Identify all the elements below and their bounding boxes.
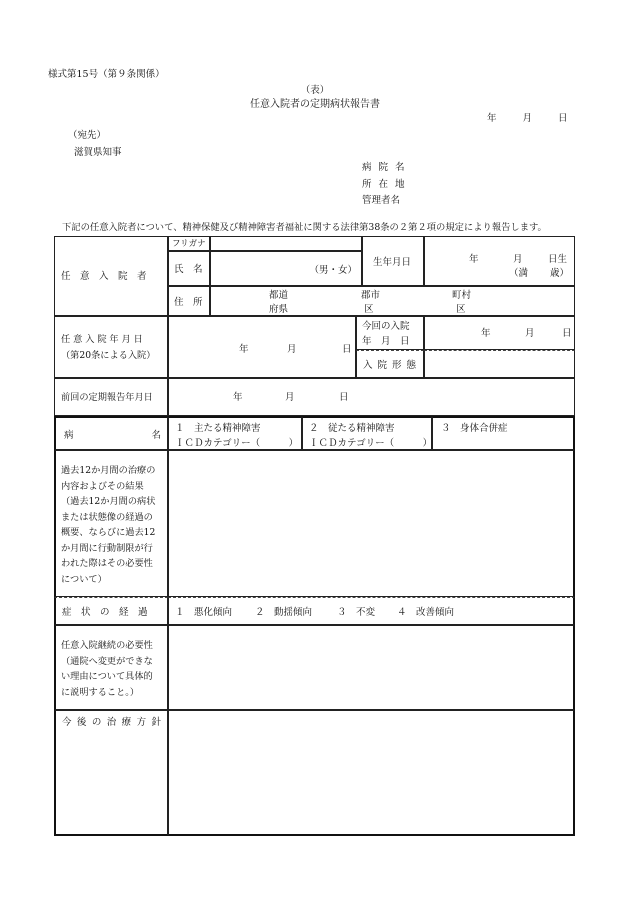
- disease-label-1: 病: [64, 430, 74, 441]
- progress-label-cell: [54, 597, 168, 625]
- address-input[interactable]: [210, 286, 575, 316]
- prev-report-label-cell: [54, 378, 168, 416]
- treatment-label-line-5: 概要、ならびに過去12: [61, 527, 156, 538]
- future-label-cell: [54, 710, 168, 836]
- future-label: 今 後 の 治 療 方 針: [62, 717, 163, 728]
- this-year: 年: [481, 328, 491, 339]
- pref-1: 都道: [269, 290, 289, 301]
- main-disorder-input[interactable]: [168, 416, 302, 450]
- age-open: （満: [509, 268, 529, 279]
- name-input[interactable]: [210, 251, 362, 286]
- treatment-label-line-7: われた際はその必要性: [61, 558, 153, 569]
- birth-label: 生年月日: [373, 257, 412, 268]
- admission-form-input[interactable]: [424, 350, 575, 378]
- document-title: 任意入院者の定期病状報告書: [250, 99, 380, 110]
- name-label-cell: [168, 251, 210, 286]
- treatment-label-line-1: 過去12か月間の治療の: [61, 465, 156, 476]
- progress-option-2[interactable]: ２ 動揺傾向: [255, 607, 313, 618]
- admission-form-label: 入 院 形 態: [363, 360, 418, 371]
- disease-label-cell: [54, 416, 168, 450]
- furigana-label: フリガナ: [172, 239, 206, 249]
- pref-2: 府県: [269, 304, 289, 315]
- treatment-label-line-6: か月間に行動制限が行: [61, 542, 153, 554]
- birth-month: 月: [513, 254, 523, 265]
- this-admission-input[interactable]: [424, 316, 575, 350]
- adm-year: 年: [239, 344, 249, 355]
- progress-options[interactable]: [168, 597, 575, 625]
- form-side: （表）: [300, 85, 330, 96]
- physical-label: ３ 身体合併症: [441, 423, 508, 434]
- main-icd-label: ＩＣＤカテゴリー（ ）: [175, 438, 299, 449]
- birth-year: 年: [469, 254, 479, 265]
- addressee: 滋賀県知事: [74, 147, 122, 158]
- necessity-label-line-3: い理由について具体的: [61, 671, 153, 682]
- progress-label: 症 状 の 経 過: [62, 607, 148, 618]
- intro-text: 下記の任意入院者について、精神保健及び精神障害者福祉に関する法律第38条の２第２項の規定により報告します。: [62, 222, 547, 233]
- furigana-label-cell: [168, 236, 210, 251]
- prev-report-input[interactable]: [168, 378, 575, 416]
- future-input[interactable]: [168, 710, 575, 836]
- admission-date-input[interactable]: [168, 316, 356, 378]
- disease-label-2: 名: [151, 430, 161, 441]
- necessity-label: [61, 638, 153, 700]
- report-day: 日: [558, 113, 568, 124]
- prev-month: 月: [285, 392, 295, 403]
- report-month: 月: [522, 113, 533, 124]
- admission-date-label-2: （第20条による入院）: [61, 350, 156, 361]
- prev-day: 日: [339, 392, 349, 403]
- birth-day: 日生: [548, 254, 568, 265]
- city-2: 区: [364, 304, 374, 315]
- this-admission-label-cell: [356, 316, 424, 350]
- treatment-label: [61, 463, 155, 587]
- treatment-label-cell: [54, 450, 168, 597]
- treatment-input[interactable]: [168, 450, 575, 597]
- admission-form-label-cell: [356, 350, 424, 378]
- physical-complication-input[interactable]: [432, 416, 575, 450]
- necessity-label-line-1: 任意入院継続の必要性: [61, 640, 153, 651]
- adm-day: 日: [342, 344, 352, 355]
- this-admission-label-2: 年 月 日: [362, 336, 410, 347]
- town-2: 区: [456, 304, 466, 315]
- name-label: 氏 名: [174, 264, 203, 275]
- manager-name-label: 管理者名: [362, 195, 401, 206]
- form-number: 様式第15号（第９条関係）: [48, 69, 165, 80]
- birth-label-cell: [362, 236, 424, 286]
- treatment-label-line-8: について）: [61, 573, 107, 585]
- address-label: 住 所: [174, 297, 203, 308]
- main-disorder-label: １ 主たる精神障害: [175, 423, 261, 434]
- prev-year: 年: [233, 392, 243, 403]
- sex-label: （男・女）: [309, 265, 357, 276]
- this-day: 日: [562, 328, 572, 339]
- hospital-address-label: 所 在 地: [362, 179, 407, 190]
- city-1: 郡市: [361, 290, 381, 301]
- adm-month: 月: [287, 344, 297, 355]
- patient-label: 任 意 入 院 者: [61, 271, 147, 282]
- address-label-cell: [168, 286, 210, 316]
- necessity-input[interactable]: [168, 625, 575, 710]
- prev-report-label: 前回の定期報告年月日: [61, 392, 153, 403]
- hospital-name-label: 病 院 名: [362, 162, 407, 173]
- report-year: 年: [487, 113, 497, 124]
- necessity-label-cell: [54, 625, 168, 710]
- necessity-label-line-4: に説明すること。）: [61, 686, 140, 698]
- admission-date-label-1: 任 意 入 院 年 月 日: [61, 334, 143, 345]
- necessity-label-line-2: （通院へ変更ができな: [61, 655, 153, 667]
- addressee-label: （宛先）: [68, 130, 107, 141]
- treatment-label-line-3: （過去12か月間の病状: [61, 496, 156, 507]
- age-close: 歳）: [550, 268, 570, 279]
- treatment-label-line-2: 内容およびその結果: [61, 480, 144, 492]
- treatment-label-line-4: または状態像の経過の: [61, 511, 153, 523]
- sub-disorder-label: ２ 従たる精神障害: [309, 423, 395, 434]
- patient-label-cell: [54, 236, 168, 316]
- this-month: 月: [525, 328, 535, 339]
- progress-option-3[interactable]: ３ 不変: [337, 607, 376, 618]
- sub-disorder-input[interactable]: [302, 416, 432, 450]
- furigana-input[interactable]: [210, 236, 362, 251]
- admission-date-label-cell: [54, 316, 168, 378]
- this-admission-label-1: 今回の入院: [362, 321, 410, 332]
- birth-input[interactable]: [424, 236, 575, 286]
- town-1: 町村: [452, 290, 472, 301]
- sub-icd-label: ＩＣＤカテゴリー（ ）: [309, 438, 433, 449]
- progress-option-1[interactable]: １ 悪化傾向: [175, 607, 233, 618]
- progress-option-4[interactable]: ４ 改善傾向: [397, 607, 455, 618]
